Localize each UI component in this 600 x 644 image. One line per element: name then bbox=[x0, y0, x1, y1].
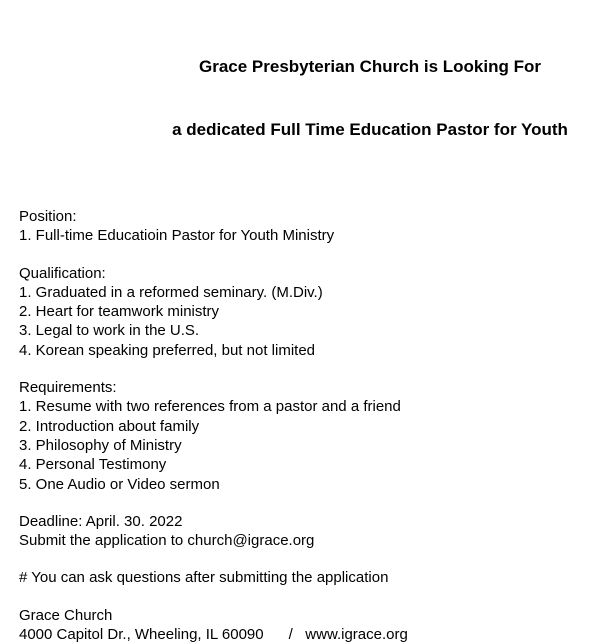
church-address: 4000 Capitol Dr., Wheeling, IL 60090 / www.igrace.org bbox=[19, 626, 408, 644]
requirements-heading: Requirements: bbox=[19, 379, 117, 397]
qualification-item: 4. Korean speaking preferred, but not limited bbox=[19, 341, 316, 359]
qualification-item: 2. Heart for teamwork ministry bbox=[19, 303, 220, 321]
note-text: # You can ask questions after submitting the application bbox=[19, 569, 389, 587]
qualification-item: 1. Graduated in a reformed seminary. (M.Div.) bbox=[19, 283, 323, 301]
position-section bbox=[19, 207, 600, 246]
posting-content bbox=[19, 207, 600, 644]
qualification-item: 3. Legal to work in the U.S. bbox=[19, 322, 200, 340]
requirements-item: 4. Personal Testimony bbox=[19, 456, 167, 474]
deadline-section bbox=[19, 512, 600, 551]
position-item: 1. Full-time Educatioin Pastor for Youth Ministry bbox=[19, 227, 335, 245]
footer-section bbox=[19, 606, 600, 644]
deadline-line: Deadline: April. 30. 2022 bbox=[19, 512, 183, 530]
page-title-line-2: a dedicated Full Time Education Pastor for Youth bbox=[172, 120, 568, 139]
requirements-item: 3. Philosophy of Ministry bbox=[19, 436, 182, 454]
qualification-heading: Qualification: bbox=[19, 264, 106, 282]
note-section bbox=[19, 568, 600, 587]
requirements-item: 2. Introduction about family bbox=[19, 417, 200, 435]
page-title-line-1: Grace Presbyterian Church is Looking For bbox=[199, 57, 541, 76]
position-heading: Position: bbox=[19, 208, 77, 225]
church-name: Grace Church bbox=[19, 606, 113, 624]
page-title bbox=[140, 0, 600, 182]
requirements-section bbox=[19, 378, 600, 494]
requirements-item: 1. Resume with two references from a pastor and a friend bbox=[19, 398, 401, 416]
submit-line: Submit the application to church@igrace.org bbox=[19, 532, 315, 550]
qualification-section bbox=[19, 264, 600, 360]
requirements-item: 5. One Audio or Video sermon bbox=[19, 475, 220, 493]
